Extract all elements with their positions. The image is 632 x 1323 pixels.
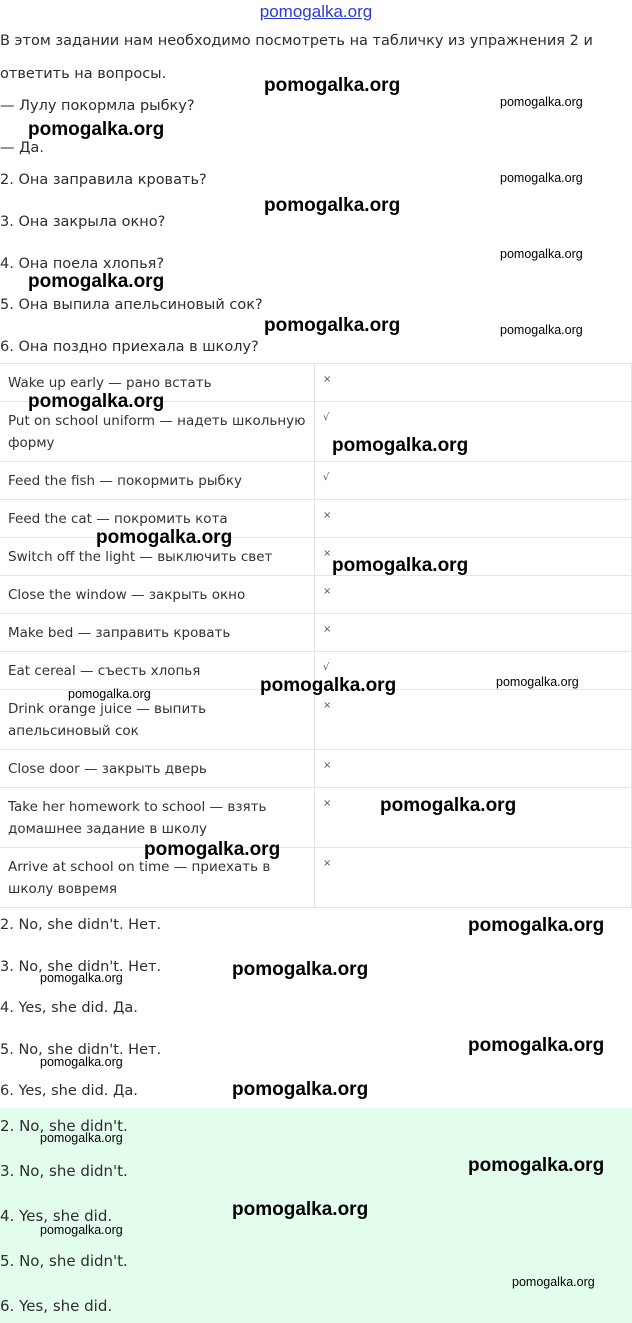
- question-item: — Да.: [0, 140, 44, 156]
- answer-en-item: 3. No, she didn't.: [0, 1162, 128, 1180]
- watermark: pomogalka.org: [232, 1199, 369, 1220]
- watermark: pomogalka.org: [260, 675, 397, 696]
- watermark: pomogalka.org: [380, 795, 517, 816]
- mark-cell: √: [315, 652, 632, 690]
- watermark: pomogalka.org: [264, 195, 401, 216]
- task-cell: Close door — закрыть дверь: [0, 750, 315, 788]
- watermark: pomogalka.org: [468, 1155, 605, 1176]
- watermark: pomogalka.org: [28, 119, 165, 140]
- table-row: [0, 538, 632, 576]
- question-item: 5. Она выпила апельсиновый сок?: [0, 297, 263, 313]
- task-cell: Eat cereal — съесть хлопья: [0, 652, 315, 690]
- watermark: pomogalka.org: [332, 555, 469, 576]
- question-item: — Лулу покормла рыбку?: [0, 98, 195, 114]
- task-cell: Put on school uniform — надеть школьную форму: [0, 402, 315, 462]
- table-row: [0, 614, 632, 652]
- answer-ru-item: 6. Yes, she did. Да.: [0, 1083, 138, 1099]
- watermark: pomogalka.org: [232, 959, 369, 980]
- watermark: pomogalka.org: [28, 271, 165, 292]
- answer-en-item: 5. No, she didn't.: [0, 1252, 128, 1270]
- task-cell: Feed the fish — покормить рыбку: [0, 462, 315, 500]
- table-row: [0, 848, 632, 908]
- watermark: pomogalka.org: [232, 1079, 369, 1100]
- watermark: pomogalka.org: [468, 1035, 605, 1056]
- question-item: 2. Она заправила кровать?: [0, 172, 207, 188]
- mark-cell: ×: [315, 788, 632, 848]
- watermark: pomogalka.org: [40, 1055, 123, 1069]
- mark-cell: √: [315, 402, 632, 462]
- watermark: pomogalka.org: [332, 435, 469, 456]
- answer-en-item: 2. No, she didn't.: [0, 1117, 128, 1135]
- answer-ru-item: 3. No, she didn't. Нет.: [0, 959, 162, 975]
- watermark: pomogalka.org: [40, 1223, 123, 1237]
- watermark: pomogalka.org: [264, 75, 401, 96]
- mark-cell: ×: [315, 614, 632, 652]
- answer-en-item: 4. Yes, she did.: [0, 1207, 113, 1225]
- site-link[interactable]: pomogalka.org: [259, 2, 373, 21]
- watermark: pomogalka.org: [500, 171, 583, 185]
- watermark: pomogalka.org: [40, 971, 123, 985]
- intro-line-1: В этом задании нам необходимо посмотреть на табличку из упражнения 2 и: [0, 33, 593, 49]
- watermark: pomogalka.org: [28, 391, 165, 412]
- answer-ru-item: 5. No, she didn't. Нет.: [0, 1042, 162, 1058]
- task-cell: Wake up early — рано встать: [0, 364, 315, 402]
- intro-line-2: ответить на вопросы.: [0, 66, 167, 82]
- mark-cell: ×: [315, 750, 632, 788]
- watermark: pomogalka.org: [144, 839, 281, 860]
- watermark: pomogalka.org: [512, 1275, 595, 1289]
- mark-cell: ×: [315, 500, 632, 538]
- task-cell: Arrive at school on time — приехать в школу вовремя: [0, 848, 315, 908]
- watermark: pomogalka.org: [500, 323, 583, 337]
- mark-cell: ×: [315, 538, 632, 576]
- mark-cell: ×: [315, 576, 632, 614]
- table-row: [0, 750, 632, 788]
- table-row: [0, 576, 632, 614]
- answer-ru-item: 4. Yes, she did. Да.: [0, 1000, 138, 1016]
- question-item: 3. Она закрыла окно?: [0, 214, 166, 230]
- table-row: [0, 500, 632, 538]
- watermark: pomogalka.org: [96, 527, 233, 548]
- watermark: pomogalka.org: [500, 247, 583, 261]
- watermark: pomogalka.org: [496, 675, 579, 689]
- mark-cell: √: [315, 462, 632, 500]
- task-cell: Make bed — заправить кровать: [0, 614, 315, 652]
- answer-en-item: 6. Yes, she did.: [0, 1297, 113, 1315]
- task-cell: Feed the cat — покромить кота: [0, 500, 315, 538]
- watermark: pomogalka.org: [40, 1131, 123, 1145]
- task-cell: Switch off the light — выключить свет: [0, 538, 315, 576]
- mark-cell: ×: [315, 364, 632, 402]
- watermark: pomogalka.org: [264, 315, 401, 336]
- task-cell: Drink orange juice — выпить апельсиновый сок: [0, 690, 315, 750]
- watermark: pomogalka.org: [500, 95, 583, 109]
- question-item: 6. Она поздно приехала в школу?: [0, 339, 259, 355]
- watermark: pomogalka.org: [68, 687, 151, 701]
- mark-cell: ×: [315, 848, 632, 908]
- table-row: [0, 462, 632, 500]
- question-item: 4. Она поела хлопья?: [0, 256, 165, 272]
- mark-cell: ×: [315, 690, 632, 750]
- watermark: pomogalka.org: [468, 915, 605, 936]
- answer-ru-item: 2. No, she didn't. Нет.: [0, 917, 162, 933]
- table-row: [0, 788, 632, 848]
- task-cell: Close the window — закрыть окно: [0, 576, 315, 614]
- task-cell: Take her homework to school — взять домашнее задание в школу: [0, 788, 315, 848]
- task-table: [0, 363, 632, 908]
